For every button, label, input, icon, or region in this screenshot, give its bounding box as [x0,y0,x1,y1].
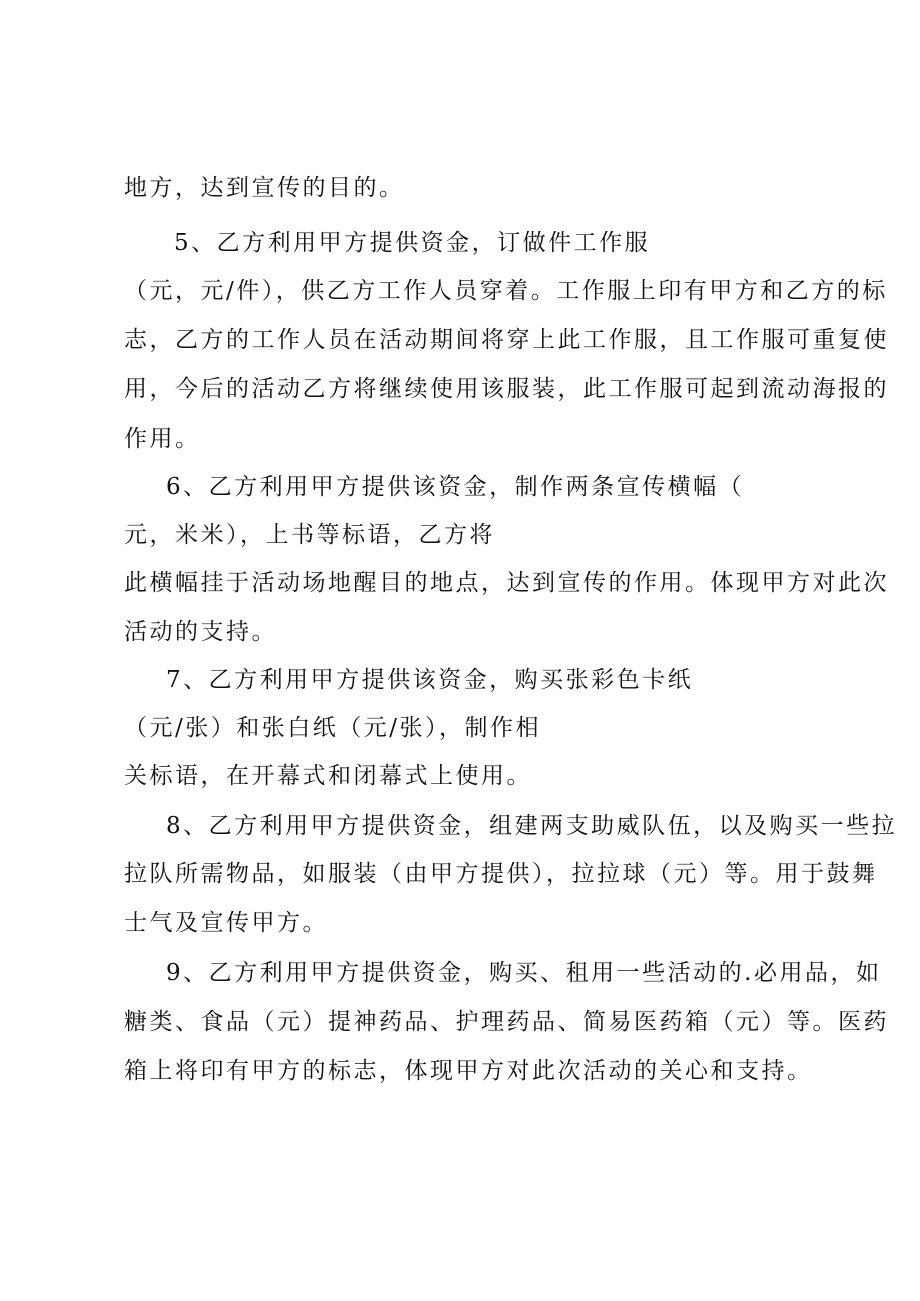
text-line: 士气及宣传甲方。 [124,910,328,936]
text-line: 关标语，在开幕式和闭幕式上使用。 [124,763,532,789]
text-line: 活动的支持。 [124,619,277,645]
text-line: （元，元/件），供乙方工作人员穿着。工作服上印有甲方和乙方的标 [124,278,888,304]
text-line: 箱上将印有甲方的标志，体现甲方对此次活动的关心和支持。 [124,1058,813,1084]
text-line: 拉队所需物品，如服装（由甲方提供），拉拉球（元）等。用于鼓舞 [124,861,878,887]
text-line: 糖类、食品（元）提神药品、护理药品、简易医药箱（元）等。医药 [124,1009,889,1035]
paragraph-5-start: 5、乙方利用甲方提供资金，订做件工作服 [174,230,651,256]
text-line: 作用。 [124,426,201,452]
text-line: 用，今后的活动乙方将继续使用该服装，此工作服可起到流动海报的 [124,376,889,402]
paragraph-8-start: 8、乙方利用甲方提供资金，组建两支助威队伍，以及购买一些拉 [166,813,898,839]
paragraph-6-start: 6、乙方利用甲方提供该资金，制作两条宣传横幅（ [166,474,745,500]
paragraph-9-start: 9、乙方利用甲方提供资金，购买、租用一些活动的.必用品，如 [166,960,882,986]
text-line: 此横幅挂于活动场地醒目的地点，达到宣传的作用。体现甲方对此次 [124,570,889,596]
paragraph-7-start: 7、乙方利用甲方提供该资金，购买张彩色卡纸 [166,667,694,693]
text-line: 志，乙方的工作人员在活动期间将穿上此工作服，且工作服可重复使 [124,327,889,353]
text-line: 元，米米），上书等标语，乙方将 [124,522,495,548]
text-line: （元/张）和张白纸（元/张），制作相 [124,715,541,741]
text-line: 地方，达到宣传的目的。 [124,175,405,201]
